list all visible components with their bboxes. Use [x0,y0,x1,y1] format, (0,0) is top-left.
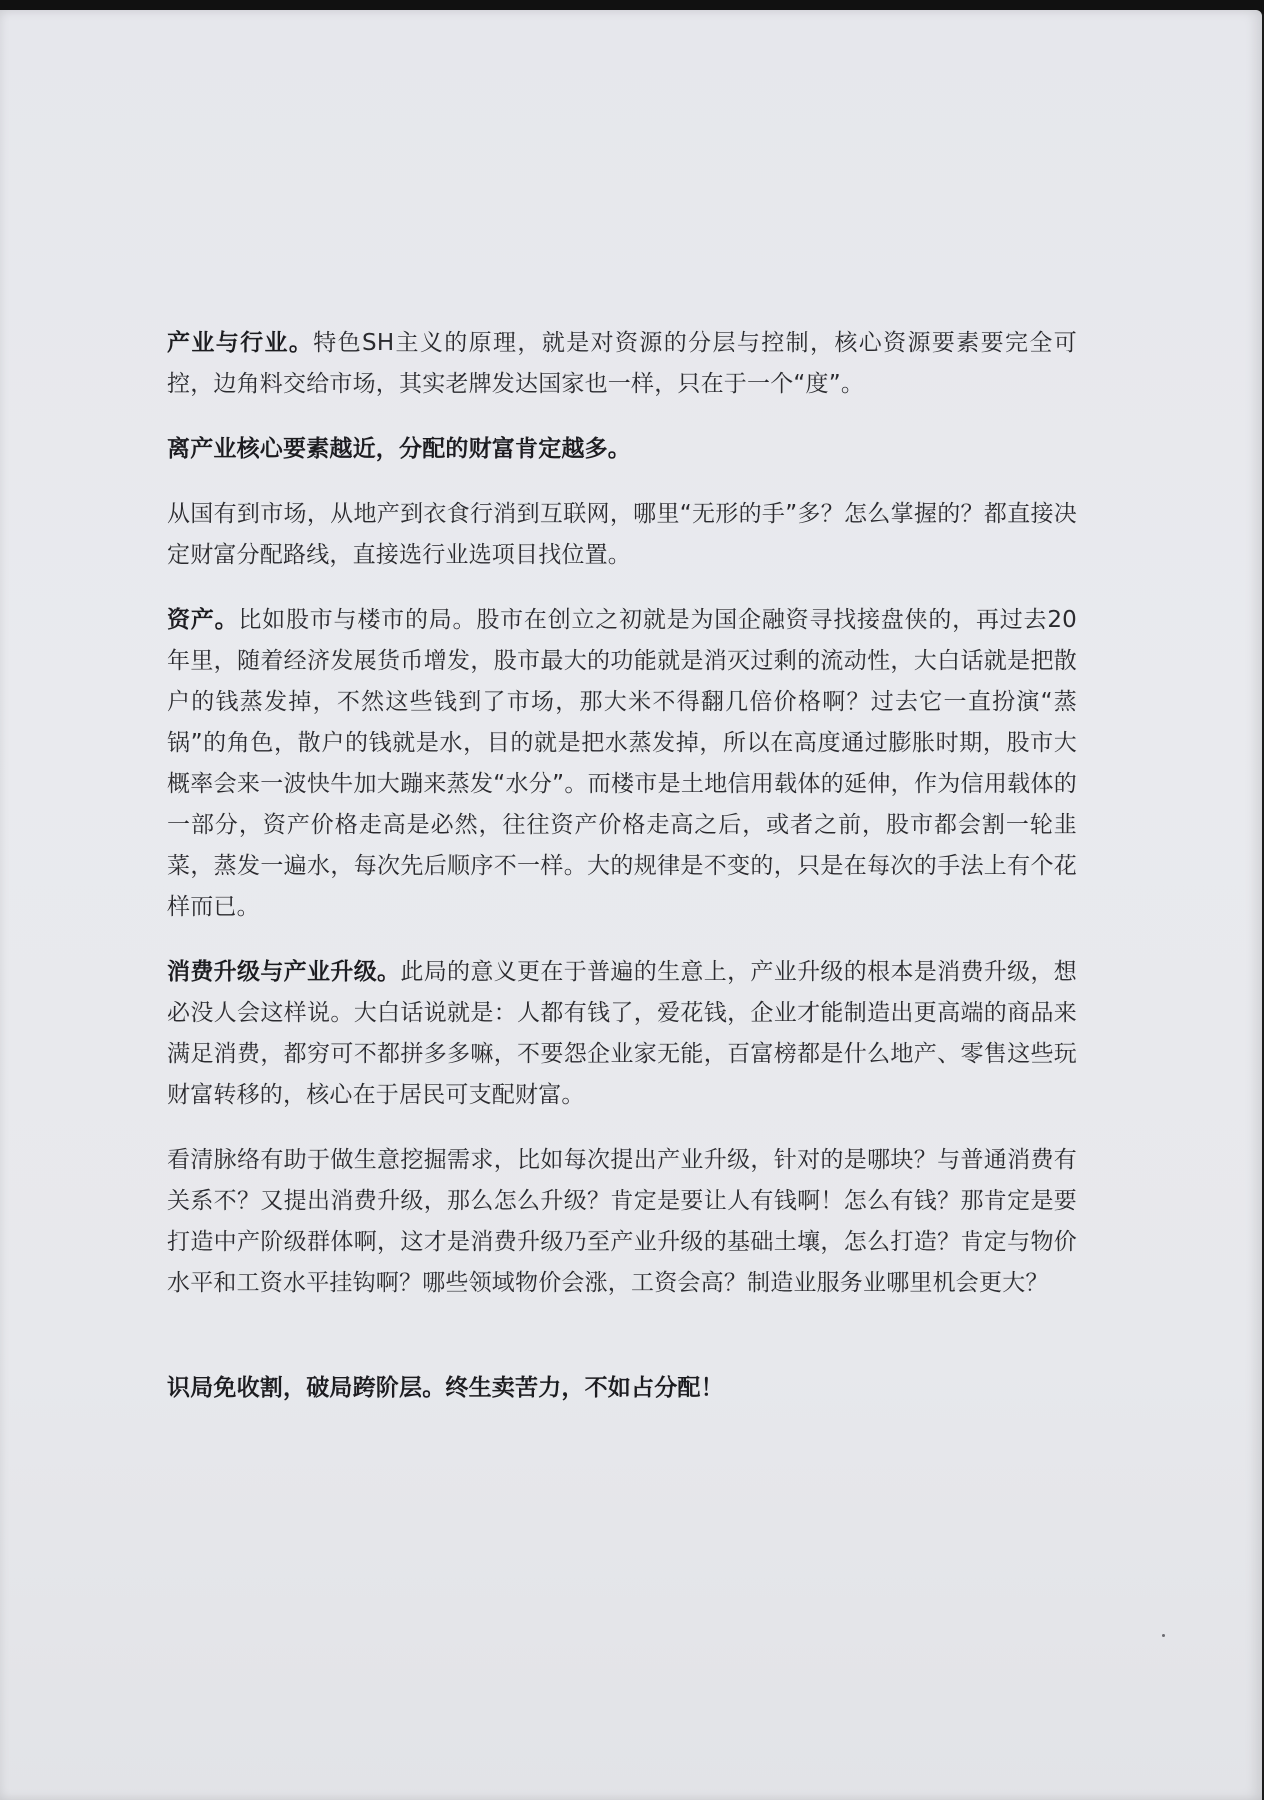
section-spacer [167,1328,1077,1368]
paragraph-consumption-upgrade [167,952,1077,1116]
paragraph-core-elements [167,429,1077,470]
paragraph-text: 此局的意义更在于普遍的生意上，产业升级的根本是消费升级，想必没人会这样说。大白话说就是：人都有钱了，爱花钱，企业才能制造出更高端的商品来满足消费，都穷可不都拼多多嘛，不要怨企业家无能，百富榜都是什么地产、零售这些玩财富转移的，核心在于居民可支配财富。 [167,959,1077,1108]
paragraph-text: 从国有到市场，从地产到衣食行消到互联网，哪里“无形的手”多？怎么掌握的？都直接决定财富分配路线，直接选行业选项目找位置。 [167,501,1077,568]
paragraph-lead: 离产业核心要素越近，分配的财富肯定越多。 [167,436,631,462]
paper-speck [1162,1634,1165,1637]
document-page [0,10,1262,1800]
paragraph-assets [167,600,1077,928]
paragraph-text: 看清脉络有助于做生意挖掘需求，比如每次提出产业升级，针对的是哪块？与普通消费有关系不？又提出消费升级，那么怎么升级？肯定是要让人有钱啊！怎么有钱？那肯定是要打造中产阶级群体啊，这才是消费升级乃至产业升级的基础土壤，怎么打造？肯定与物价水平和工资水平挂钩啊？哪些领域物价会涨，工资会高？制造业服务业哪里机会更大？ [167,1147,1077,1296]
paragraph-lead: 资产。 [167,607,239,633]
paragraph-text: 特色SH主义的原理，就是对资源的分层与控制，核心资源要素要完全可控，边角料交给市场，其实老牌发达国家也一样，只在于一个“度”。 [167,330,1078,397]
paragraph-market [167,494,1077,576]
paragraph-business-insight [167,1140,1077,1304]
closing-statement: 识局免收割，破局跨阶层。终生卖苦力，不如占分配！ [167,1375,724,1401]
paragraph-lead: 消费升级与产业升级。 [167,959,401,985]
document-body [167,323,1077,1433]
paragraph-industry [167,323,1077,405]
paragraph-text: 比如股市与楼市的局。股市在创立之初就是为国企融资寻找接盘侠的，再过去20年里，随着经济发展货币增发，股市最大的功能就是消灭过剩的流动性，大白话就是把散户的钱蒸发掉，不然这些钱到了市场，那大米不得翻几倍价格啊？过去它一直扮演“蒸锅”的角色，散户的钱就是水，目的就是把水蒸发掉，所以在高度通过膨胀时期，股市大概率会来一波快牛加大蹦来蒸发“水分”。而楼市是土地信用载体的延伸，作为信用载体的一部分，资产价格走高是必然，往往资产价格走高之后，或者之前，股市都会割一轮韭菜，蒸发一遍水，每次先后顺序不一样。大的规律是不变的，只是在每次的手法上有个花样而已。 [167,607,1078,920]
paragraph-lead: 产业与行业。 [167,330,314,356]
